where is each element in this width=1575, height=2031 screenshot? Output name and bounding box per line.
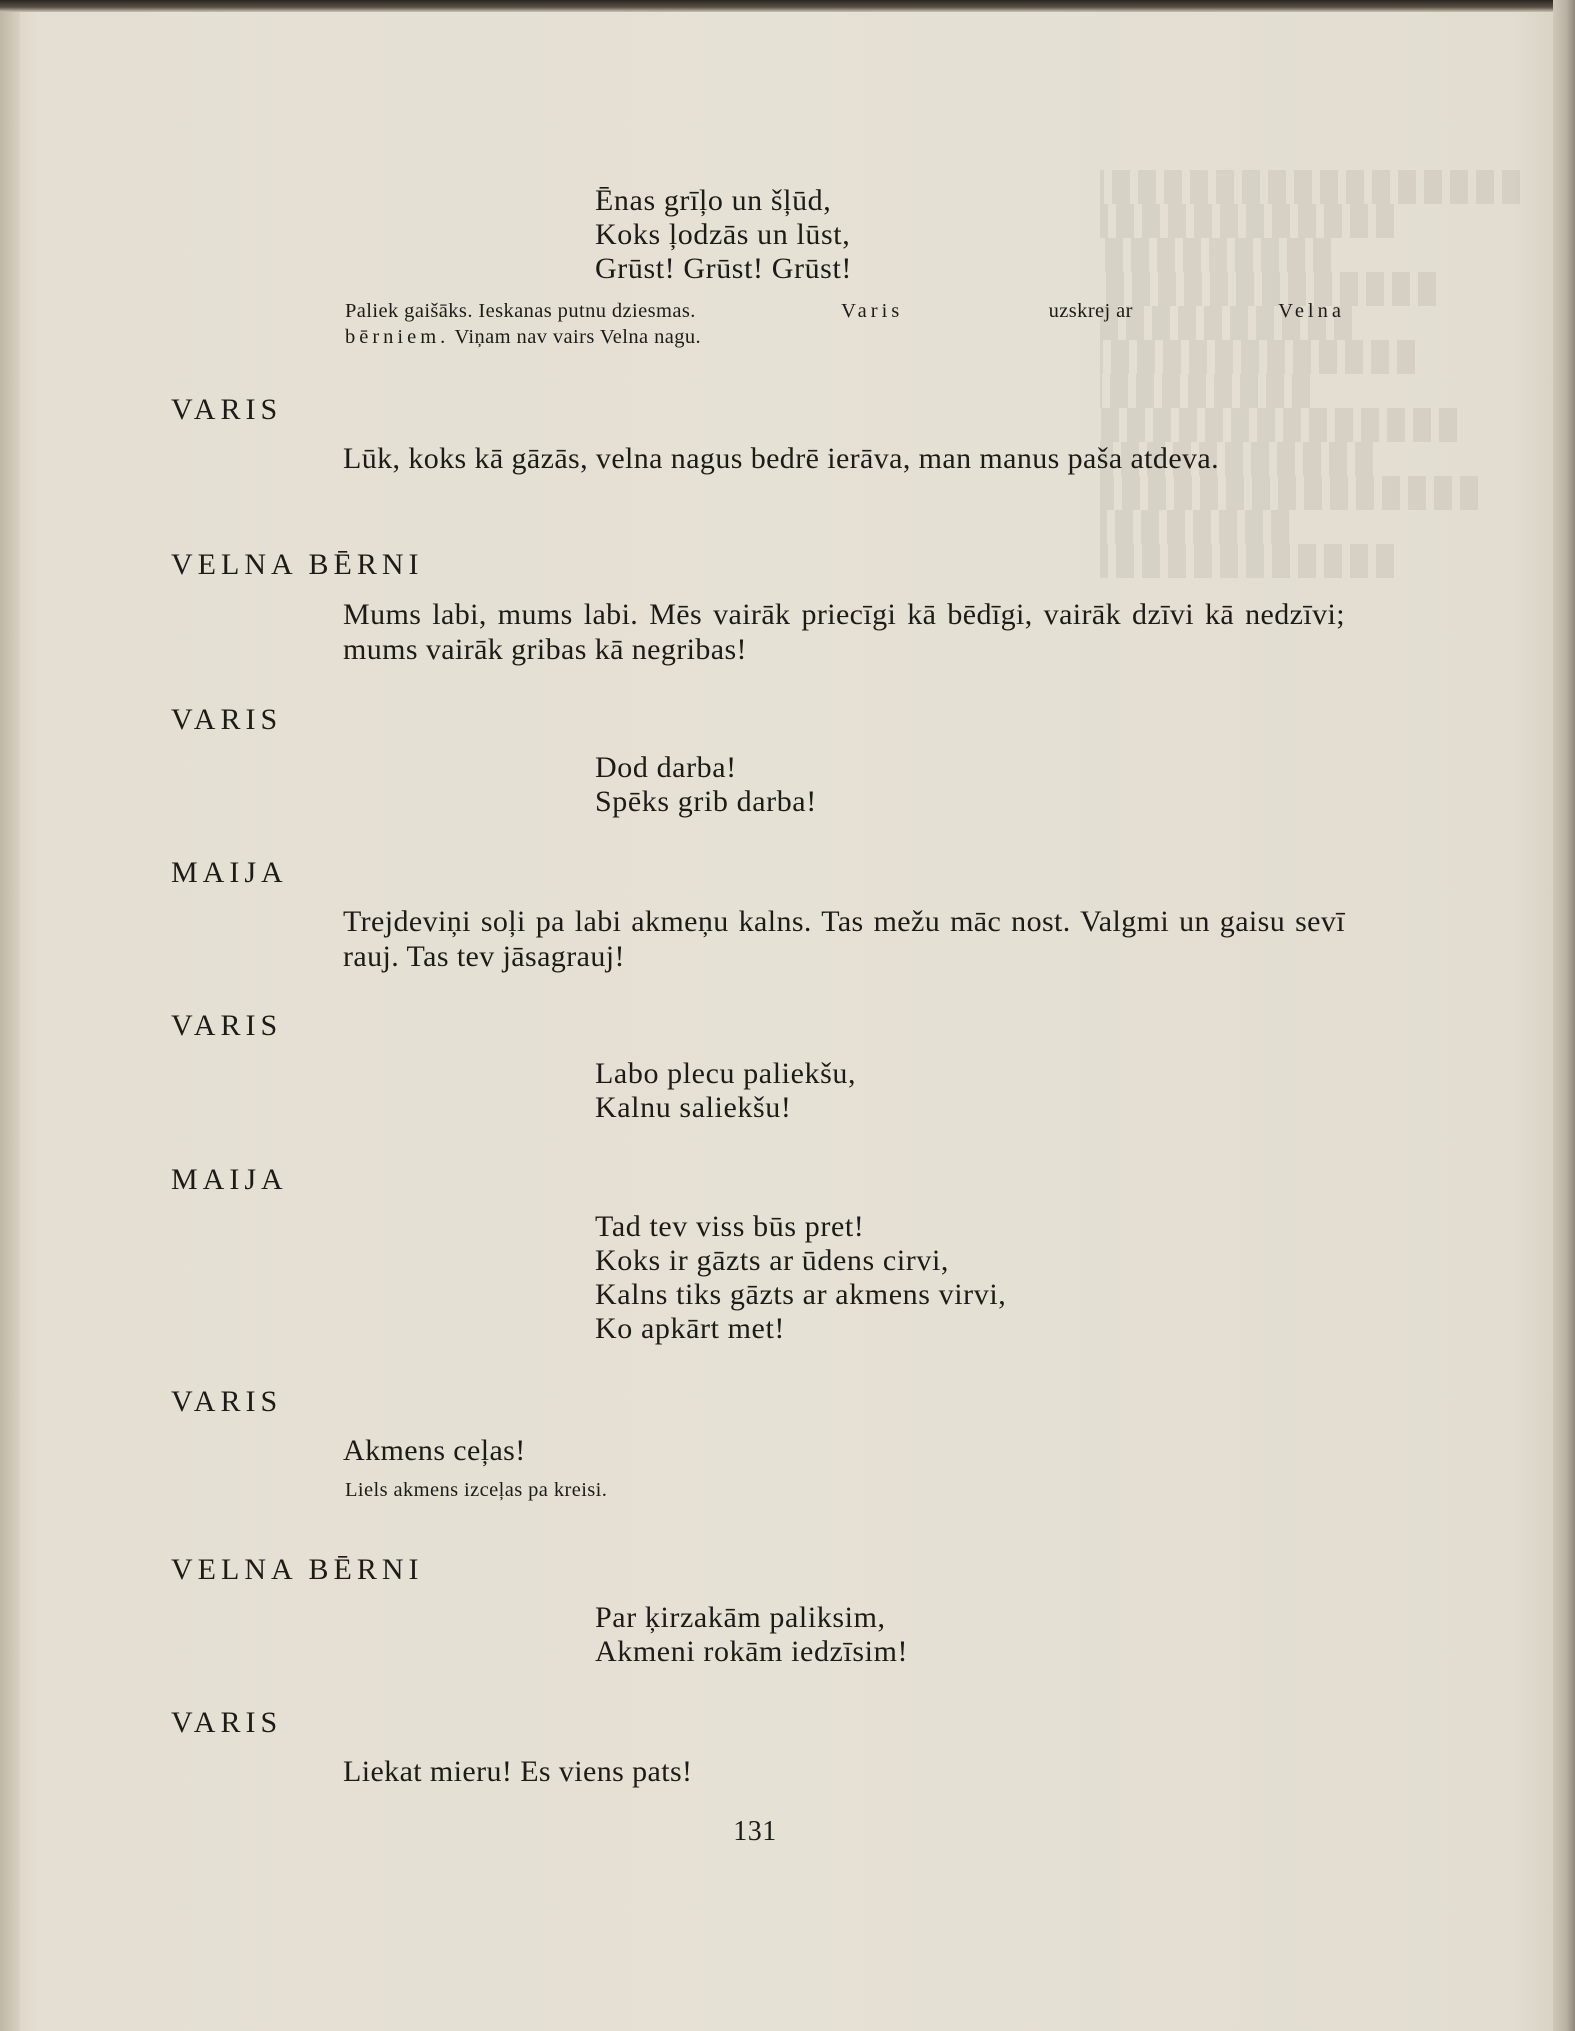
verse-block (595, 184, 852, 286)
stage-text: uzskrej ar (1048, 300, 1133, 322)
verse-line: Ēnas grīļo un šļūd, (595, 184, 832, 217)
verse-line: Labo plecu paliekšu, (595, 1057, 857, 1090)
verse-line: Grūst! Grūst! Grūst! (595, 252, 852, 285)
verse-line: Dod darba! (595, 751, 737, 784)
verse-line: Spēks grib darba! (595, 785, 817, 818)
speaker-name: VARIS (171, 1009, 283, 1042)
speaker-name: VARIS (171, 1385, 283, 1418)
verse-block (595, 1601, 908, 1669)
speaker-name: VELNA BĒRNI (171, 1553, 424, 1586)
dialogue-text: Trejdeviņi soļi pa labi akmeņu kalns. Tas mežu māc nost. Valgmi un gaisu sevī rauj. Tas tev jāsagrauj! (343, 905, 1345, 973)
stage-text: Viņam nav vairs Velna nagu. (454, 326, 702, 348)
speaker-name: MAIJA (171, 856, 288, 889)
page-number: 131 (733, 1816, 777, 1847)
verse-line: Kalnu saliekšu! (595, 1091, 792, 1124)
stage-text: Liels akmens izceļas pa kreisi. (345, 1479, 608, 1501)
speaker-name: VARIS (171, 703, 283, 736)
stage-character-name: bērniem. (345, 326, 450, 348)
page-right-edge (1553, 0, 1575, 2031)
stage-direction (345, 298, 1345, 350)
verse-block (595, 1057, 856, 1125)
dialogue-text: Mums labi, mums labi. Mēs vairāk priecīgi kā bēdīgi, vairāk dzīvi kā nedzīvi; mums vairāk gribas kā negribas! (343, 598, 1345, 666)
verse-line: Koks ļodzās un lūst, (595, 218, 851, 251)
page-binding-edge (0, 0, 20, 2031)
verse-line: Tad tev viss būs pret! (595, 1210, 865, 1243)
stage-text: Paliek gaišāks. Ieskanas putnu dziesmas. (345, 300, 696, 322)
speaker-name: VARIS (171, 1706, 283, 1739)
page-top-edge (0, 0, 1575, 12)
verse-line: Koks ir gāzts ar ūdens cirvi, (595, 1244, 949, 1277)
stage-character-name: Varis (841, 300, 904, 322)
stage-character-name: Velna (1278, 300, 1345, 322)
verse-block (595, 1210, 1006, 1346)
stage-direction (345, 1477, 607, 1503)
speaker-name: VELNA BĒRNI (171, 548, 424, 581)
verse-line: Ko apkārt met! (595, 1312, 785, 1345)
dialogue-text: Lūk, koks kā gāzās, velna nagus bedrē ierāva, man manus paša atdeva. (343, 442, 1220, 475)
verse-block (595, 751, 817, 819)
dialogue-text: Liekat mieru! Es viens pats! (343, 1755, 693, 1788)
verse-line: Par ķirzakām paliksim, (595, 1601, 886, 1634)
verse-line: Akmeni rokām iedzīsim! (595, 1635, 909, 1668)
dialogue-text: Akmens ceļas! (343, 1434, 526, 1467)
speaker-name: MAIJA (171, 1163, 288, 1196)
verse-line: Kalns tiks gāzts ar akmens virvi, (595, 1278, 1007, 1311)
speaker-name: VARIS (171, 393, 283, 426)
